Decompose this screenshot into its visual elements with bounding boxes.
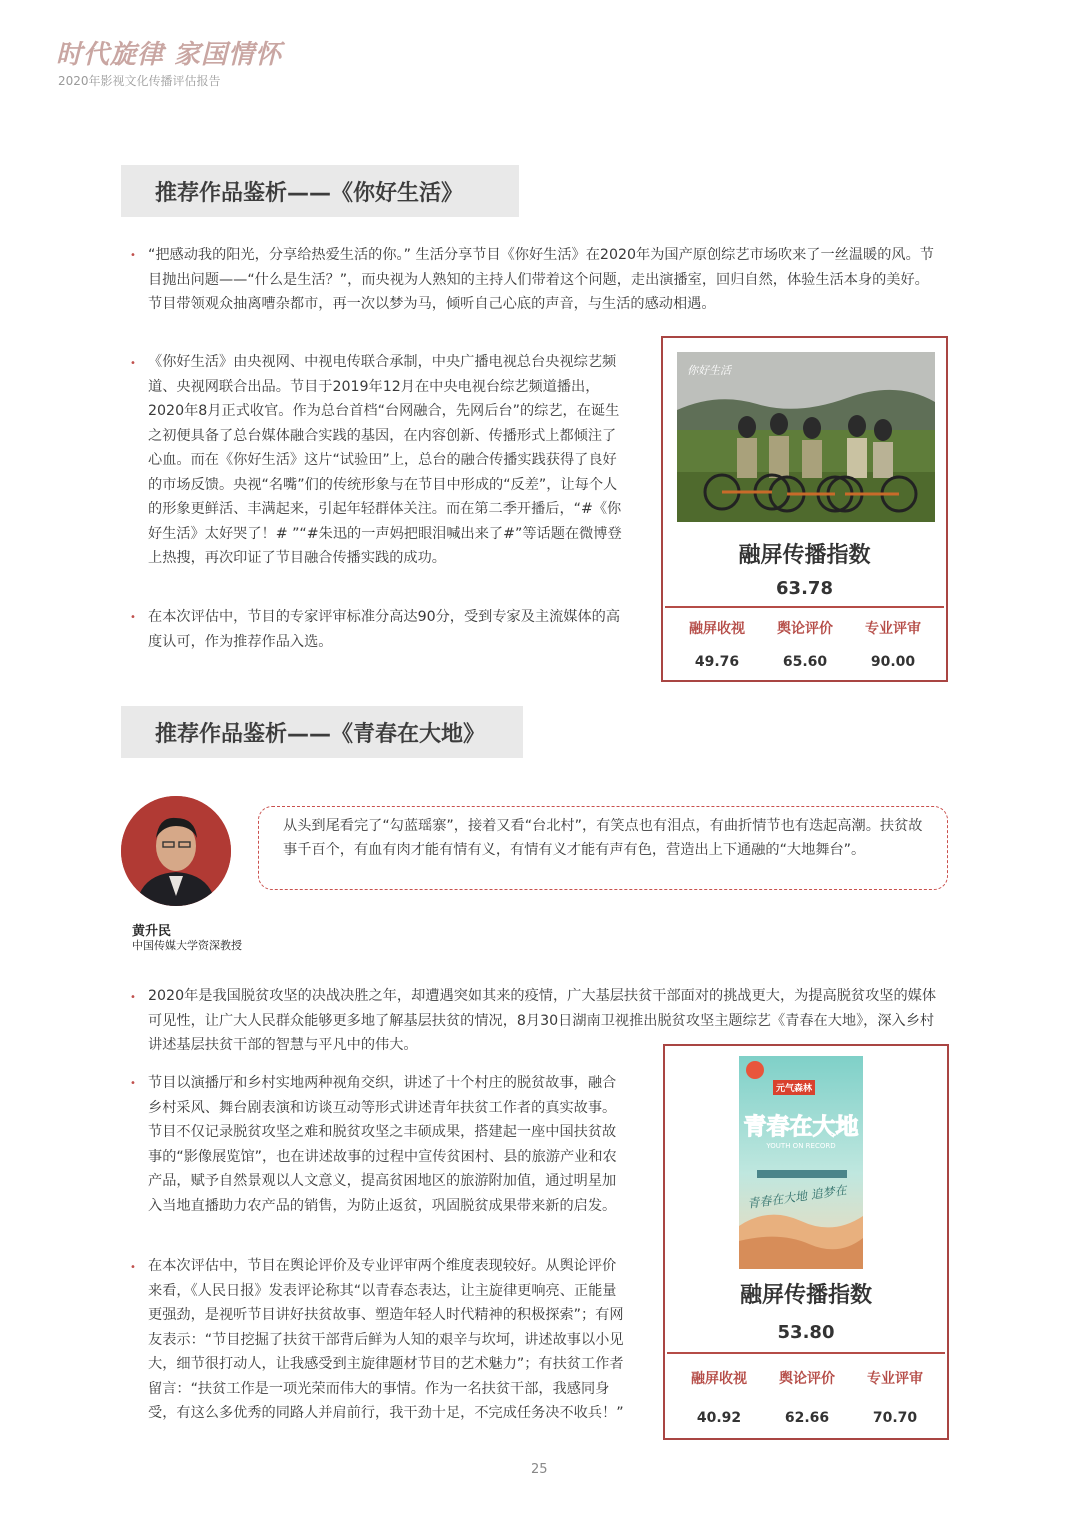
index-card-2 [663,1044,949,1440]
s2-paragraph-1: 2020年是我国脱贫攻坚的决战决胜之年，却遭遇突如其来的疫情，广大基层扶贫干部面对的挑战更大，为提高脱贫攻坚的媒体可见性，让广大人民群众能够更多地了解基层扶贫的情况，8月30日湖南卫视推出脱贫攻坚主题综艺《青春在大地》，深入乡村讲述基层扶贫干部的智慧与平凡中的伟大。 [148,988,937,1053]
index-value: 53.80 [777,1322,835,1343]
label-rongping-shoushi: 融屏收视 [689,621,745,637]
section-title-2: 推荐作品鉴析——《青春在大地》 [121,706,523,758]
bullet-marker: • [130,992,136,1003]
poster-slogan: 青春在大地 追梦在 [746,1183,848,1211]
expert-quote: 从头到尾看完了“勾蓝瑶寨”，接着又看“台北村”，有笑点也有泪点，有曲折情节也有迭起高潮。扶贫故事千百个，有血有肉才能有情有义，有情有义才能有声有色，营造出上下通融的“大地舞台”。 [258,806,948,890]
index-title: 融屏传播指数 [738,543,871,568]
portrait-image [121,796,231,906]
value-rongping-shoushi: 40.92 [696,1410,742,1426]
section-title-1: 推荐作品鉴析——《你好生活》 [121,165,519,217]
page-number: 25 [531,1462,548,1477]
bullet-marker: • [130,1078,136,1089]
person-title: 中国传媒大学资深教授 [132,939,242,952]
value-rongping-shoushi: 49.76 [694,654,740,670]
label-yulun-pingjia: 舆论评价 [779,1371,835,1387]
index-value: 63.78 [776,578,833,599]
poster-english-title: YOUTH ON RECORD [766,1142,836,1150]
poster-brand: 元气森林 [773,1080,815,1095]
s1-paragraph-1: “把感动我的阳光，分享给热爱生活的你。” 生活分享节目《你好生活》在2020年为国产原创综艺市场吹来了一丝温暖的风。节目抛出问题——“什么是生活？”，而央视为人熟知的主持人们带着这个问题，走出演播室，回归自然，体验生活本身的美好。节目带领观众抽离嘈杂都市，再一次以梦为马，倾听自己心底的声音，与生活的感动相遇。 [148,247,934,312]
card-divider [667,1352,945,1354]
bullet-marker: • [130,358,136,369]
report-subtitle: 2020年影视文化传播评估报告 [58,74,221,88]
s2-paragraph-3: 在本次评估中，节目在舆论评价及专业评审两个维度表现较好。从舆论评价来看，《人民日报》发表评论称其“以青春态表达，让主旋律更响亮、正能量更强劲，是视听节目讲好扶贫故事、塑造年轻人时代精神的积极探索”；有网友表示：“节目挖掘了扶贫干部背后鲜为人知的艰辛与坎坷，讲述故事以小见大，细节很打动人，让我感受到主旋律题材节目的艺术魅力”；有扶贫工作者留言：“扶贫工作是一项光荣而伟大的事情。作为一名扶贫干部，我感同身受，有这么多优秀的同路人并肩前行，我干劲十足，不完成任务决不收兵！” [148,1258,624,1421]
card-divider [665,606,944,608]
label-yulun-pingjia: 舆论评价 [777,621,833,637]
label-zhuanye-pingshen: 专业评审 [867,1371,923,1387]
poster-title: 青春在大地 [743,1114,859,1140]
bullet-marker: • [130,1262,136,1273]
program-photo [677,352,935,522]
value-zhuanye-pingshen: 70.70 [872,1410,918,1426]
s1-paragraph-3: 在本次评估中，节目的专家评审标准分高达90分，受到专家及主流媒体的高度认可，作为推荐作品入选。 [148,609,621,650]
label-rongping-shoushi: 融屏收视 [691,1371,747,1387]
index-title: 融屏传播指数 [739,1283,872,1308]
photo-caption: 你好生活 [687,364,731,377]
value-zhuanye-pingshen: 90.00 [870,654,916,670]
value-yulun-pingjia: 65.60 [782,654,828,670]
value-yulun-pingjia: 62.66 [784,1410,830,1426]
s2-paragraph-2: 节目以演播厅和乡村实地两种视角交织，讲述了十个村庄的脱贫故事，融合乡村采风、舞台剧表演和访谈互动等形式讲述青年扶贫工作者的真实故事。节目不仅记录脱贫攻坚之难和脱贫攻坚之丰硕成果，搭建起一座中国扶贫故事的“影像展览馆”，也在讲述故事的过程中宣传贫困村、县的旅游产业和农产品，赋予自然景观以人文意义，提高贫困地区的旅游附加值，通过明星加入当地直播助力农产品的销售，为防止返贫，巩固脱贫成果带来新的启发。 [148,1075,617,1214]
label-zhuanye-pingshen: 专业评审 [865,621,921,637]
brand-logo-text: 时代旋律 家国情怀 [56,40,283,70]
program-poster [739,1056,863,1269]
bullet-marker: • [130,612,136,623]
index-card-1 [661,336,948,682]
person-name: 黄升民 [132,924,172,939]
bullet-marker: • [130,250,136,261]
s1-paragraph-2: 《你好生活》由央视网、中视电传联合承制，中央广播电视总台央视综艺频道、央视网联合出品。节目于2019年12月在中央电视台综艺频道播出，2020年8月正式收官。作为总台首档“台网融合，先网后台”的综艺，在诞生之初便具备了总台媒体融合实践的基因，在内容创新、传播形式上都倾注了心血。而在《你好生活》这片“试验田”上，总台的融合传播实践获得了良好的市场反馈。央视“名嘴”们的传统形象与在节目中形成的“反差”，让每个人的形象更鲜活、丰满起来，引起年轻群体关注。而在第二季开播后，“#《你好生活》太好哭了！# ”“#朱迅的一声妈把眼泪喊出来了#”等话题在微博登上热搜，再次印证了节目融合传播实践的成功。 [148,354,622,566]
avatar [121,796,231,906]
